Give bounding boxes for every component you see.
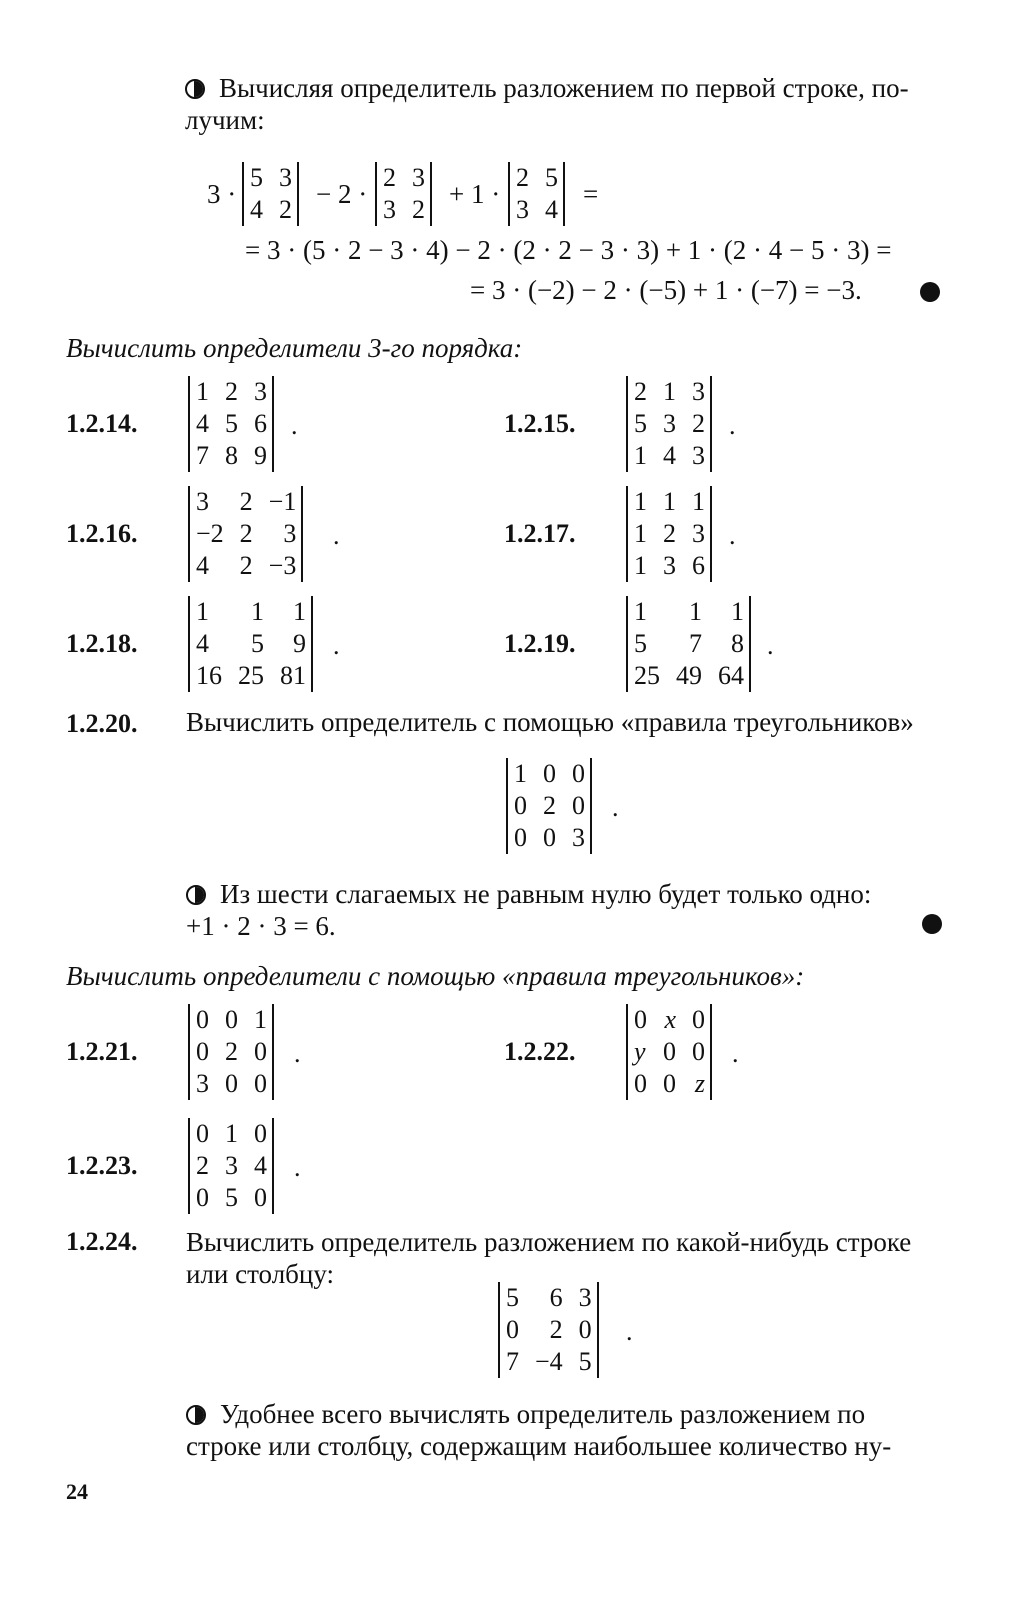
matrix-cell: 1 (634, 551, 647, 580)
matrix-table (196, 1118, 267, 1214)
matrix-cell: 5 (634, 629, 647, 658)
problem-label-1-2-22: 1.2.22. (504, 1037, 576, 1066)
matrix-table (514, 758, 585, 854)
matrix-table (196, 376, 267, 472)
matrix-cell: 3 (283, 519, 297, 548)
matrix-cell: 0 (692, 1037, 705, 1066)
solution-end-icon (920, 282, 940, 302)
example-line2: = 3 · (5 · 2 − 3 · 4) − 2 · (2 · 2 − 3 · 3) + 1 · (2 · 4 − 5 · 3) = (245, 235, 892, 265)
matrix-row (506, 1346, 592, 1378)
matrix-cell: 4 (196, 629, 209, 658)
matrix-row (506, 1282, 592, 1314)
problem-matrix-1-2-23 (188, 1118, 274, 1214)
matrix-cell: 7 (689, 629, 702, 658)
problem-matrix-1-2-20 (506, 758, 592, 854)
matrix-cell: 0 (506, 1315, 519, 1344)
matrix-cell: z (694, 1069, 705, 1098)
matrix-cell: 0 (196, 1005, 209, 1034)
matrix-cell: 0 (514, 791, 527, 820)
matrix-row (383, 162, 425, 194)
matrix-cell: 0 (196, 1183, 209, 1212)
matrix-cell: 0 (543, 823, 556, 852)
matrix-cell: 5 (225, 1183, 238, 1212)
matrix-cell: 49 (676, 661, 702, 690)
example-op1: − 2 · (316, 179, 368, 209)
matrix-row (514, 758, 585, 790)
matrix-cell: 2 (549, 1315, 563, 1344)
problem-matrix-1-2-19 (626, 596, 751, 692)
matrix-row (196, 1150, 267, 1182)
solution-start-icon (186, 885, 206, 905)
matrix-cell: 4 (250, 195, 263, 224)
matrix-cell: 3 (692, 441, 705, 470)
matrix-cell: 1 (514, 759, 527, 788)
solution-1-2-24 (186, 1398, 941, 1430)
problem-label-1-2-17: 1.2.17. (504, 519, 576, 548)
matrix-row (196, 1068, 267, 1100)
period: . (294, 1153, 301, 1182)
matrix-cell: 1 (689, 597, 702, 626)
matrix-row (196, 440, 267, 472)
matrix-row (250, 194, 292, 226)
matrix-cell: 16 (196, 661, 222, 690)
matrix-row (634, 628, 744, 660)
matrix-row (634, 1004, 705, 1036)
matrix-row (516, 194, 558, 226)
matrix-row (196, 408, 267, 440)
matrix-cell: 8 (731, 629, 744, 658)
matrix-table (634, 596, 744, 692)
matrix-cell: 2 (196, 1151, 209, 1180)
problem-label-1-2-15: 1.2.15. (504, 409, 576, 438)
problem-text-1-2-24: Вычислить определитель разложением по какой-нибудь строке (186, 1227, 912, 1257)
problem-matrix-1-2-22 (626, 1004, 712, 1100)
intro-paragraph (185, 72, 940, 104)
matrix-table (196, 596, 306, 692)
matrix-row (514, 822, 585, 854)
matrix-cell: 25 (238, 661, 264, 690)
matrix-cell: 0 (692, 1005, 705, 1034)
matrix-row (196, 550, 296, 582)
problem-label-1-2-24: 1.2.24. (66, 1227, 138, 1256)
matrix-cell: 2 (279, 195, 292, 224)
matrix-cell: 4 (663, 441, 676, 470)
matrix-row (634, 440, 705, 472)
matrix-cell: 64 (718, 661, 744, 690)
matrix-row (634, 518, 705, 550)
problem-matrix-1-2-15 (626, 376, 712, 472)
matrix-cell: 2 (239, 487, 253, 516)
period: . (729, 521, 736, 550)
example-coef1: 3 · (207, 179, 237, 209)
matrix-table (634, 1004, 705, 1100)
matrix-cell: 1 (692, 487, 705, 516)
matrix-table (634, 376, 705, 472)
matrix-table (516, 162, 558, 226)
matrix-cell: 0 (196, 1037, 209, 1066)
matrix-cell: 0 (572, 759, 585, 788)
matrix-cell: 1 (225, 1119, 238, 1148)
matrix-cell: 3 (572, 823, 585, 852)
problem-label-1-2-23: 1.2.23. (66, 1151, 138, 1180)
matrix-row (634, 596, 744, 628)
matrix-row (196, 376, 267, 408)
problem-label-1-2-21: 1.2.21. (66, 1037, 138, 1066)
matrix-cell: 2 (516, 163, 529, 192)
matrix-cell: 3 (196, 1069, 209, 1098)
matrix-cell: 6 (549, 1283, 563, 1312)
solution-start-icon (186, 1405, 206, 1425)
problem-matrix-1-2-24 (498, 1282, 599, 1378)
matrix-cell: 1 (196, 377, 209, 406)
matrix-row (506, 1314, 592, 1346)
matrix-cell: 0 (254, 1119, 267, 1148)
matrix-cell: 0 (254, 1037, 267, 1066)
matrix-cell: 5 (634, 409, 647, 438)
matrix-row (383, 194, 425, 226)
matrix-cell: 5 (578, 1347, 592, 1376)
matrix-cell: 5 (225, 409, 238, 438)
period: . (729, 411, 736, 440)
matrix-row (634, 408, 705, 440)
matrix-cell: 6 (692, 551, 705, 580)
matrix-cell: 0 (572, 791, 585, 820)
matrix-table (196, 486, 296, 582)
matrix-cell: 2 (239, 519, 253, 548)
problem-matrix-1-2-18 (188, 596, 313, 692)
matrix-cell: 2 (692, 409, 705, 438)
matrix-row (196, 518, 296, 550)
problem-label-1-2-19: 1.2.19. (504, 629, 576, 658)
problem-matrix-1-2-16 (188, 486, 303, 582)
matrix-cell: 3 (412, 163, 425, 192)
matrix-cell: 1 (663, 377, 676, 406)
intro-paragraph-line2: лучим: (185, 105, 265, 135)
problem-text-1-2-20: Вычислить определитель с помощью «правила треугольников» (186, 707, 914, 737)
matrix-row (196, 660, 306, 692)
page-number: 24 (66, 1479, 88, 1504)
matrix-cell: 0 (225, 1005, 238, 1034)
matrix-cell: 1 (196, 597, 209, 626)
matrix-row (634, 660, 744, 692)
matrix-cell: 3 (279, 163, 292, 192)
example-op2: + 1 · (449, 179, 501, 209)
matrix-cell: 2 (543, 791, 556, 820)
matrix-cell: 81 (280, 661, 306, 690)
matrix-row (634, 550, 705, 582)
matrix-row (514, 790, 585, 822)
section-heading-1: Вычислить определители 3-го порядка: (66, 333, 523, 363)
matrix-cell: 3 (225, 1151, 238, 1180)
example-matrix-3 (508, 162, 565, 226)
matrix-cell: y (634, 1037, 646, 1066)
matrix-row (634, 376, 705, 408)
matrix-cell: 25 (634, 661, 660, 690)
matrix-row (196, 1036, 267, 1068)
period: . (291, 411, 298, 440)
matrix-cell: 3 (663, 409, 676, 438)
period: . (732, 1039, 739, 1068)
period: . (333, 631, 340, 660)
solution-text-1-2-20: Из шести слагаемых не равным нулю будет только одно: (220, 879, 872, 909)
matrix-cell: 8 (225, 441, 238, 470)
matrix-row (196, 1182, 267, 1214)
matrix-row (196, 628, 306, 660)
matrix-cell: 0 (543, 759, 556, 788)
matrix-cell: 1 (634, 441, 647, 470)
matrix-cell: 0 (578, 1315, 592, 1344)
matrix-cell: 3 (383, 195, 396, 224)
matrix-cell: 1 (634, 519, 647, 548)
matrix-cell: 5 (506, 1283, 519, 1312)
matrix-cell: 1 (634, 487, 647, 516)
matrix-cell: 3 (578, 1283, 592, 1312)
matrix-cell: 0 (196, 1119, 209, 1148)
matrix-cell: 3 (254, 377, 267, 406)
matrix-cell: 4 (254, 1151, 267, 1180)
matrix-table (506, 1282, 592, 1378)
matrix-cell: 1 (293, 597, 306, 626)
matrix-cell: 5 (250, 163, 263, 192)
solution-text-1-2-20-line2: +1 · 2 · 3 = 6. (186, 911, 336, 941)
matrix-cell: 4 (196, 409, 209, 438)
matrix-row (634, 1036, 705, 1068)
matrix-row (250, 162, 292, 194)
matrix-row (196, 1118, 267, 1150)
matrix-cell: −1 (268, 487, 297, 516)
matrix-cell: 5 (545, 163, 558, 192)
matrix-cell: 2 (634, 377, 647, 406)
matrix-table (634, 486, 705, 582)
matrix-cell: 9 (254, 441, 267, 470)
matrix-table (196, 1004, 267, 1100)
solution-text-1-2-24-line2: строке или столбцу, содержащим наибольшее количество ну- (186, 1431, 892, 1461)
matrix-cell: 9 (293, 629, 306, 658)
matrix-cell: 1 (634, 597, 647, 626)
matrix-cell: 7 (196, 441, 209, 470)
matrix-cell: 1 (254, 1005, 267, 1034)
matrix-row (516, 162, 558, 194)
period: . (333, 521, 340, 550)
matrix-cell: 6 (254, 409, 267, 438)
matrix-cell: 0 (514, 823, 527, 852)
matrix-row (196, 596, 306, 628)
matrix-cell: 2 (225, 377, 238, 406)
matrix-cell: 3 (692, 519, 705, 548)
matrix-cell: 3 (663, 551, 676, 580)
matrix-cell: 0 (225, 1069, 238, 1098)
matrix-cell: 1 (251, 597, 264, 626)
period: . (626, 1317, 633, 1346)
matrix-cell: 0 (663, 1069, 676, 1098)
matrix-cell: 3 (196, 487, 209, 516)
matrix-cell: −4 (535, 1347, 563, 1376)
intro-text: Вычисляя определитель разложением по первой строке, по- (219, 73, 909, 103)
matrix-cell: −3 (268, 551, 297, 580)
problem-label-1-2-16: 1.2.16. (66, 519, 138, 548)
matrix-cell: 4 (545, 195, 558, 224)
matrix-cell: 2 (412, 195, 425, 224)
example-line3: = 3 · (−2) − 2 · (−5) + 1 · (−7) = −3. (470, 275, 862, 305)
period: . (612, 793, 619, 822)
problem-matrix-1-2-14 (188, 376, 274, 472)
solution-end-icon (922, 914, 942, 934)
matrix-cell: 3 (692, 377, 705, 406)
matrix-cell: 1 (663, 487, 676, 516)
matrix-row (196, 486, 296, 518)
matrix-cell: 0 (634, 1005, 647, 1034)
matrix-table (250, 162, 292, 226)
matrix-cell: 7 (506, 1347, 519, 1376)
matrix-table (383, 162, 425, 226)
matrix-cell: 2 (383, 163, 396, 192)
matrix-cell: 1 (731, 597, 744, 626)
example-matrix-1 (242, 162, 299, 226)
problem-label-1-2-18: 1.2.18. (66, 629, 138, 658)
matrix-cell: 5 (251, 629, 264, 658)
period: . (294, 1039, 301, 1068)
problem-matrix-1-2-17 (626, 486, 712, 582)
matrix-cell: 2 (239, 551, 253, 580)
solution-1-2-20 (186, 878, 941, 910)
problem-label-1-2-20: 1.2.20. (66, 709, 138, 738)
matrix-cell: 2 (663, 519, 676, 548)
matrix-cell: x (664, 1005, 676, 1034)
matrix-row (196, 1004, 267, 1036)
solution-start-icon (185, 79, 205, 99)
matrix-row (634, 1068, 705, 1100)
matrix-cell: 4 (196, 551, 209, 580)
matrix-cell: 3 (516, 195, 529, 224)
matrix-cell: 0 (634, 1069, 647, 1098)
matrix-row (634, 486, 705, 518)
section-heading-2: Вычислить определители с помощью «правила треугольников»: (66, 961, 805, 991)
matrix-cell: 0 (254, 1183, 267, 1212)
example-eq: = (583, 179, 599, 209)
example-matrix-2 (375, 162, 432, 226)
solution-text-1-2-24: Удобнее всего вычислять определитель разложением по (220, 1399, 866, 1429)
problem-label-1-2-14: 1.2.14. (66, 409, 138, 438)
problem-matrix-1-2-21 (188, 1004, 274, 1100)
matrix-cell: 2 (225, 1037, 238, 1066)
matrix-cell: −2 (196, 519, 224, 548)
matrix-cell: 0 (254, 1069, 267, 1098)
period: . (767, 631, 774, 660)
matrix-cell: 0 (663, 1037, 676, 1066)
problem-text-1-2-24-line2: или столбцу: (186, 1259, 334, 1289)
